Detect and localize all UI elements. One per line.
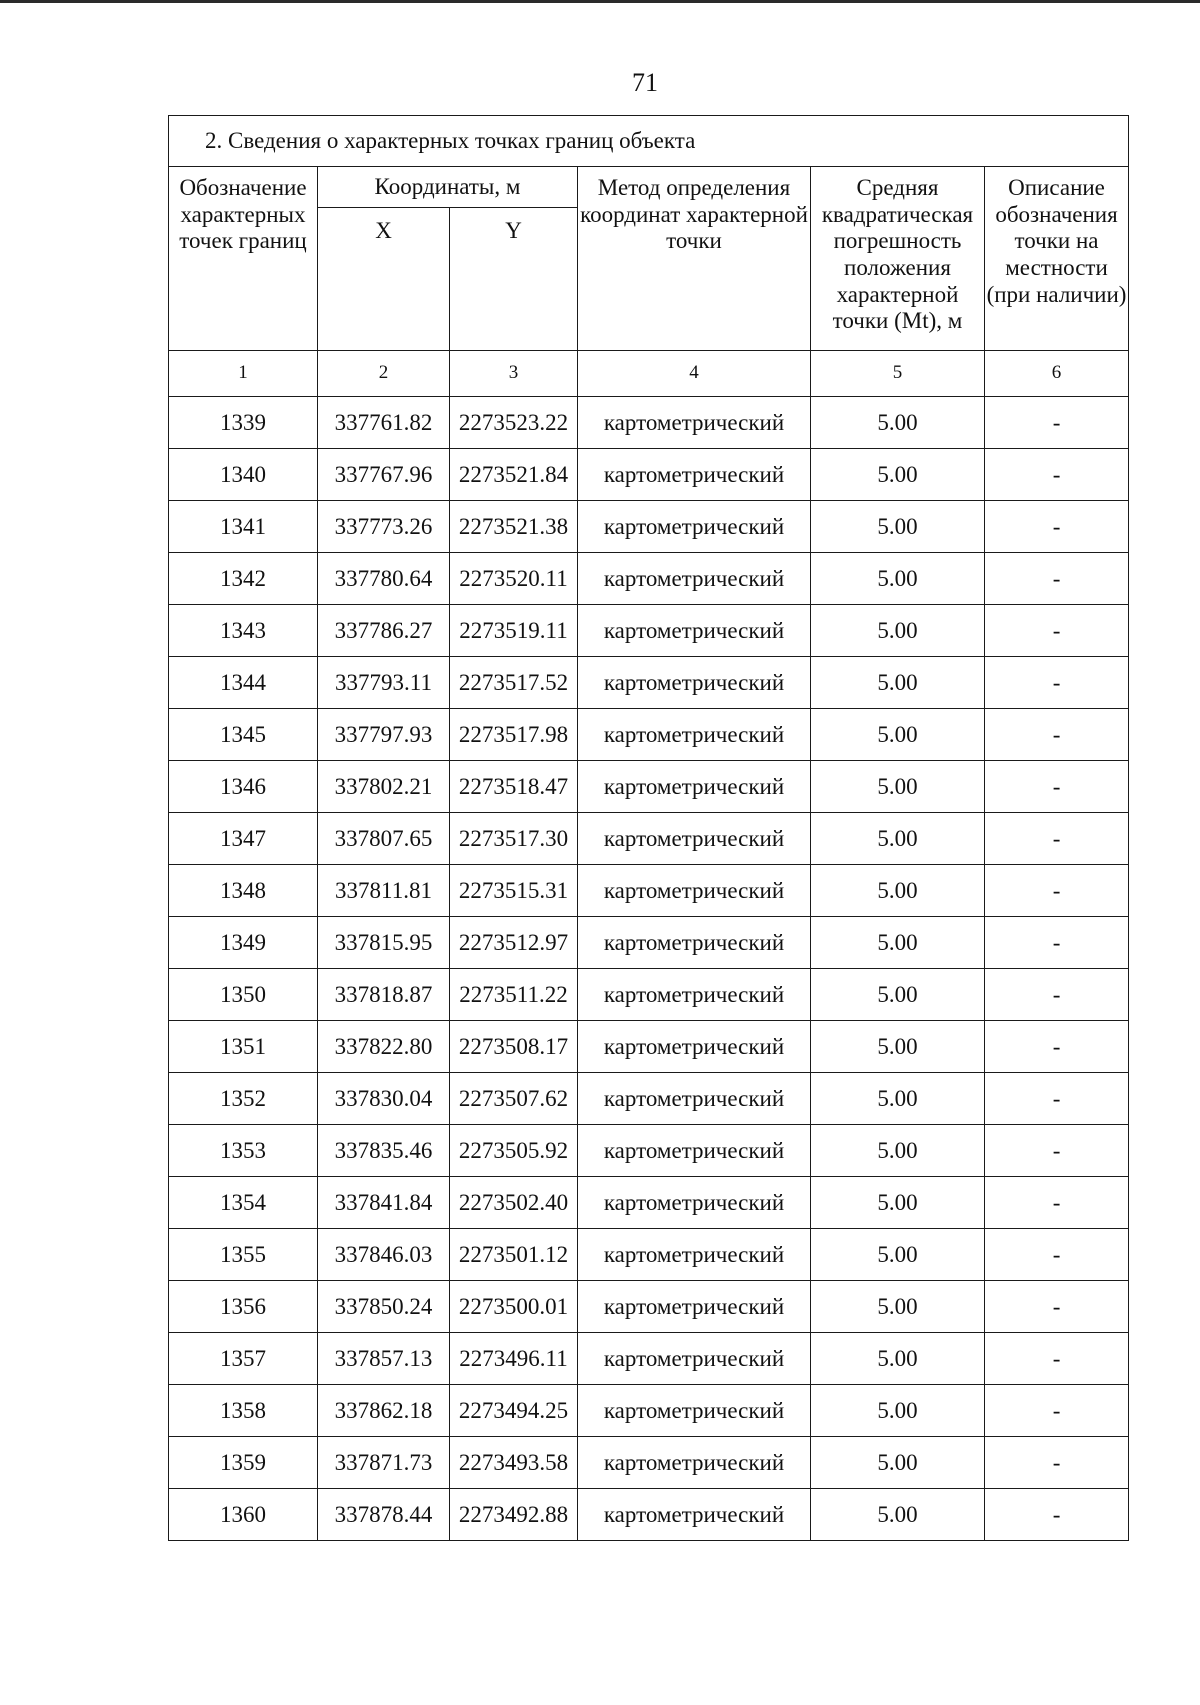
method-cell: картометрический	[578, 865, 811, 917]
point-id-cell: 1355	[169, 1229, 318, 1281]
error-cell: 5.00	[811, 1177, 985, 1229]
x-coordinate-cell: 337850.24	[318, 1281, 450, 1333]
table-row	[169, 1437, 1129, 1489]
point-id-cell: 1348	[169, 865, 318, 917]
column-number: 5	[811, 351, 985, 397]
description-cell: -	[985, 1229, 1129, 1281]
x-coordinate-cell: 337815.95	[318, 917, 450, 969]
description-cell: -	[985, 449, 1129, 501]
table-row	[169, 449, 1129, 501]
table-row	[169, 813, 1129, 865]
y-coordinate-cell: 2273515.31	[450, 865, 578, 917]
table-row	[169, 969, 1129, 1021]
description-cell: -	[985, 709, 1129, 761]
scan-top-edge	[0, 0, 1200, 3]
y-coordinate-cell: 2273496.11	[450, 1333, 578, 1385]
table-row	[169, 1125, 1129, 1177]
method-cell: картометрический	[578, 813, 811, 865]
page-number: 71	[632, 68, 658, 97]
y-coordinate-cell: 2273520.11	[450, 553, 578, 605]
point-id-cell: 1347	[169, 813, 318, 865]
method-cell: картометрический	[578, 1177, 811, 1229]
y-coordinate-cell: 2273508.17	[450, 1021, 578, 1073]
x-coordinate-cell: 337878.44	[318, 1489, 450, 1541]
point-id-cell: 1350	[169, 969, 318, 1021]
method-cell: картометрический	[578, 1437, 811, 1489]
y-coordinate-cell: 2273518.47	[450, 761, 578, 813]
point-id-cell: 1339	[169, 397, 318, 449]
y-coordinate-cell: 2273521.84	[450, 449, 578, 501]
x-coordinate-cell: 337841.84	[318, 1177, 450, 1229]
y-coordinate-cell: 2273517.98	[450, 709, 578, 761]
table-row	[169, 1489, 1129, 1541]
point-id-cell: 1351	[169, 1021, 318, 1073]
error-cell: 5.00	[811, 709, 985, 761]
error-cell: 5.00	[811, 1333, 985, 1385]
error-cell: 5.00	[811, 1489, 985, 1541]
table-row	[169, 1177, 1129, 1229]
x-coordinate-cell: 337835.46	[318, 1125, 450, 1177]
method-cell: картометрический	[578, 605, 811, 657]
column-number: 3	[450, 351, 578, 397]
error-cell: 5.00	[811, 865, 985, 917]
point-id-cell: 1344	[169, 657, 318, 709]
method-cell: картометрический	[578, 761, 811, 813]
table-row	[169, 865, 1129, 917]
error-cell: 5.00	[811, 1385, 985, 1437]
error-cell: 5.00	[811, 449, 985, 501]
header-x: X	[318, 208, 450, 351]
description-cell: -	[985, 1385, 1129, 1437]
method-cell: картометрический	[578, 1073, 811, 1125]
description-cell: -	[985, 501, 1129, 553]
table-row	[169, 1333, 1129, 1385]
description-cell: -	[985, 1333, 1129, 1385]
header-method: Метод определения координат характерной точки	[578, 167, 811, 351]
y-coordinate-cell: 2273492.88	[450, 1489, 578, 1541]
table-row	[169, 1021, 1129, 1073]
y-coordinate-cell: 2273500.01	[450, 1281, 578, 1333]
header-y: Y	[450, 208, 578, 351]
method-cell: картометрический	[578, 501, 811, 553]
table-row	[169, 1073, 1129, 1125]
description-cell: -	[985, 1489, 1129, 1541]
column-number: 2	[318, 351, 450, 397]
boundary-points-table	[168, 115, 1129, 1541]
description-cell: -	[985, 865, 1129, 917]
point-id-cell: 1352	[169, 1073, 318, 1125]
description-cell: -	[985, 553, 1129, 605]
header-error: Средняя квадратическая погрешность положения характерной точки (Mt), м	[811, 167, 985, 351]
table-body	[169, 116, 1129, 1541]
y-coordinate-cell: 2273501.12	[450, 1229, 578, 1281]
description-cell: -	[985, 1073, 1129, 1125]
y-coordinate-cell: 2273519.11	[450, 605, 578, 657]
header-coordinates: Координаты, м	[318, 167, 578, 208]
point-id-cell: 1359	[169, 1437, 318, 1489]
point-id-cell: 1341	[169, 501, 318, 553]
method-cell: картометрический	[578, 969, 811, 1021]
x-coordinate-cell: 337797.93	[318, 709, 450, 761]
y-coordinate-cell: 2273521.38	[450, 501, 578, 553]
error-cell: 5.00	[811, 1229, 985, 1281]
table-row	[169, 605, 1129, 657]
point-id-cell: 1345	[169, 709, 318, 761]
y-coordinate-cell: 2273505.92	[450, 1125, 578, 1177]
description-cell: -	[985, 1125, 1129, 1177]
y-coordinate-cell: 2273507.62	[450, 1073, 578, 1125]
x-coordinate-cell: 337818.87	[318, 969, 450, 1021]
description-cell: -	[985, 1021, 1129, 1073]
error-cell: 5.00	[811, 969, 985, 1021]
method-cell: картометрический	[578, 1125, 811, 1177]
error-cell: 5.00	[811, 501, 985, 553]
x-coordinate-cell: 337862.18	[318, 1385, 450, 1437]
error-cell: 5.00	[811, 1125, 985, 1177]
description-cell: -	[985, 969, 1129, 1021]
point-id-cell: 1358	[169, 1385, 318, 1437]
error-cell: 5.00	[811, 657, 985, 709]
y-coordinate-cell: 2273493.58	[450, 1437, 578, 1489]
column-number: 4	[578, 351, 811, 397]
point-id-cell: 1360	[169, 1489, 318, 1541]
x-coordinate-cell: 337811.81	[318, 865, 450, 917]
point-id-cell: 1354	[169, 1177, 318, 1229]
x-coordinate-cell: 337807.65	[318, 813, 450, 865]
error-cell: 5.00	[811, 1437, 985, 1489]
x-coordinate-cell: 337780.64	[318, 553, 450, 605]
y-coordinate-cell: 2273511.22	[450, 969, 578, 1021]
point-id-cell: 1340	[169, 449, 318, 501]
column-number-row	[169, 351, 1129, 397]
method-cell: картометрический	[578, 1385, 811, 1437]
point-id-cell: 1357	[169, 1333, 318, 1385]
column-number: 6	[985, 351, 1129, 397]
x-coordinate-cell: 337857.13	[318, 1333, 450, 1385]
x-coordinate-cell: 337767.96	[318, 449, 450, 501]
point-id-cell: 1356	[169, 1281, 318, 1333]
method-cell: картометрический	[578, 1229, 811, 1281]
description-cell: -	[985, 605, 1129, 657]
method-cell: картометрический	[578, 709, 811, 761]
error-cell: 5.00	[811, 553, 985, 605]
method-cell: картометрический	[578, 449, 811, 501]
y-coordinate-cell: 2273523.22	[450, 397, 578, 449]
y-coordinate-cell: 2273517.52	[450, 657, 578, 709]
table-row	[169, 1281, 1129, 1333]
method-cell: картометрический	[578, 1333, 811, 1385]
y-coordinate-cell: 2273502.40	[450, 1177, 578, 1229]
section-title: 2. Сведения о характерных точках границ объекта	[169, 116, 1129, 167]
table-row	[169, 397, 1129, 449]
error-cell: 5.00	[811, 813, 985, 865]
header-row-top	[169, 167, 1129, 208]
header-designation: Обозначение характерных точек границ	[169, 167, 318, 351]
x-coordinate-cell: 337830.04	[318, 1073, 450, 1125]
error-cell: 5.00	[811, 1073, 985, 1125]
header-description: Описание обозначения точки на местности (при наличии)	[985, 167, 1129, 351]
table-row	[169, 761, 1129, 813]
description-cell: -	[985, 761, 1129, 813]
table-row	[169, 657, 1129, 709]
table-row	[169, 709, 1129, 761]
point-id-cell: 1353	[169, 1125, 318, 1177]
x-coordinate-cell: 337871.73	[318, 1437, 450, 1489]
point-id-cell: 1342	[169, 553, 318, 605]
x-coordinate-cell: 337822.80	[318, 1021, 450, 1073]
table-row	[169, 553, 1129, 605]
description-cell: -	[985, 397, 1129, 449]
table-row	[169, 917, 1129, 969]
description-cell: -	[985, 813, 1129, 865]
x-coordinate-cell: 337802.21	[318, 761, 450, 813]
method-cell: картометрический	[578, 553, 811, 605]
x-coordinate-cell: 337761.82	[318, 397, 450, 449]
method-cell: картометрический	[578, 917, 811, 969]
y-coordinate-cell: 2273517.30	[450, 813, 578, 865]
column-number: 1	[169, 351, 318, 397]
method-cell: картометрический	[578, 397, 811, 449]
description-cell: -	[985, 657, 1129, 709]
table-row	[169, 501, 1129, 553]
description-cell: -	[985, 1281, 1129, 1333]
description-cell: -	[985, 1177, 1129, 1229]
description-cell: -	[985, 917, 1129, 969]
error-cell: 5.00	[811, 397, 985, 449]
point-id-cell: 1346	[169, 761, 318, 813]
table-row	[169, 1229, 1129, 1281]
method-cell: картометрический	[578, 1021, 811, 1073]
method-cell: картометрический	[578, 1281, 811, 1333]
y-coordinate-cell: 2273494.25	[450, 1385, 578, 1437]
x-coordinate-cell: 337793.11	[318, 657, 450, 709]
point-id-cell: 1343	[169, 605, 318, 657]
x-coordinate-cell: 337786.27	[318, 605, 450, 657]
error-cell: 5.00	[811, 917, 985, 969]
x-coordinate-cell: 337773.26	[318, 501, 450, 553]
error-cell: 5.00	[811, 1021, 985, 1073]
section-title-row	[169, 116, 1129, 167]
point-id-cell: 1349	[169, 917, 318, 969]
y-coordinate-cell: 2273512.97	[450, 917, 578, 969]
x-coordinate-cell: 337846.03	[318, 1229, 450, 1281]
table-row	[169, 1385, 1129, 1437]
error-cell: 5.00	[811, 761, 985, 813]
error-cell: 5.00	[811, 1281, 985, 1333]
error-cell: 5.00	[811, 605, 985, 657]
method-cell: картометрический	[578, 657, 811, 709]
description-cell: -	[985, 1437, 1129, 1489]
method-cell: картометрический	[578, 1489, 811, 1541]
